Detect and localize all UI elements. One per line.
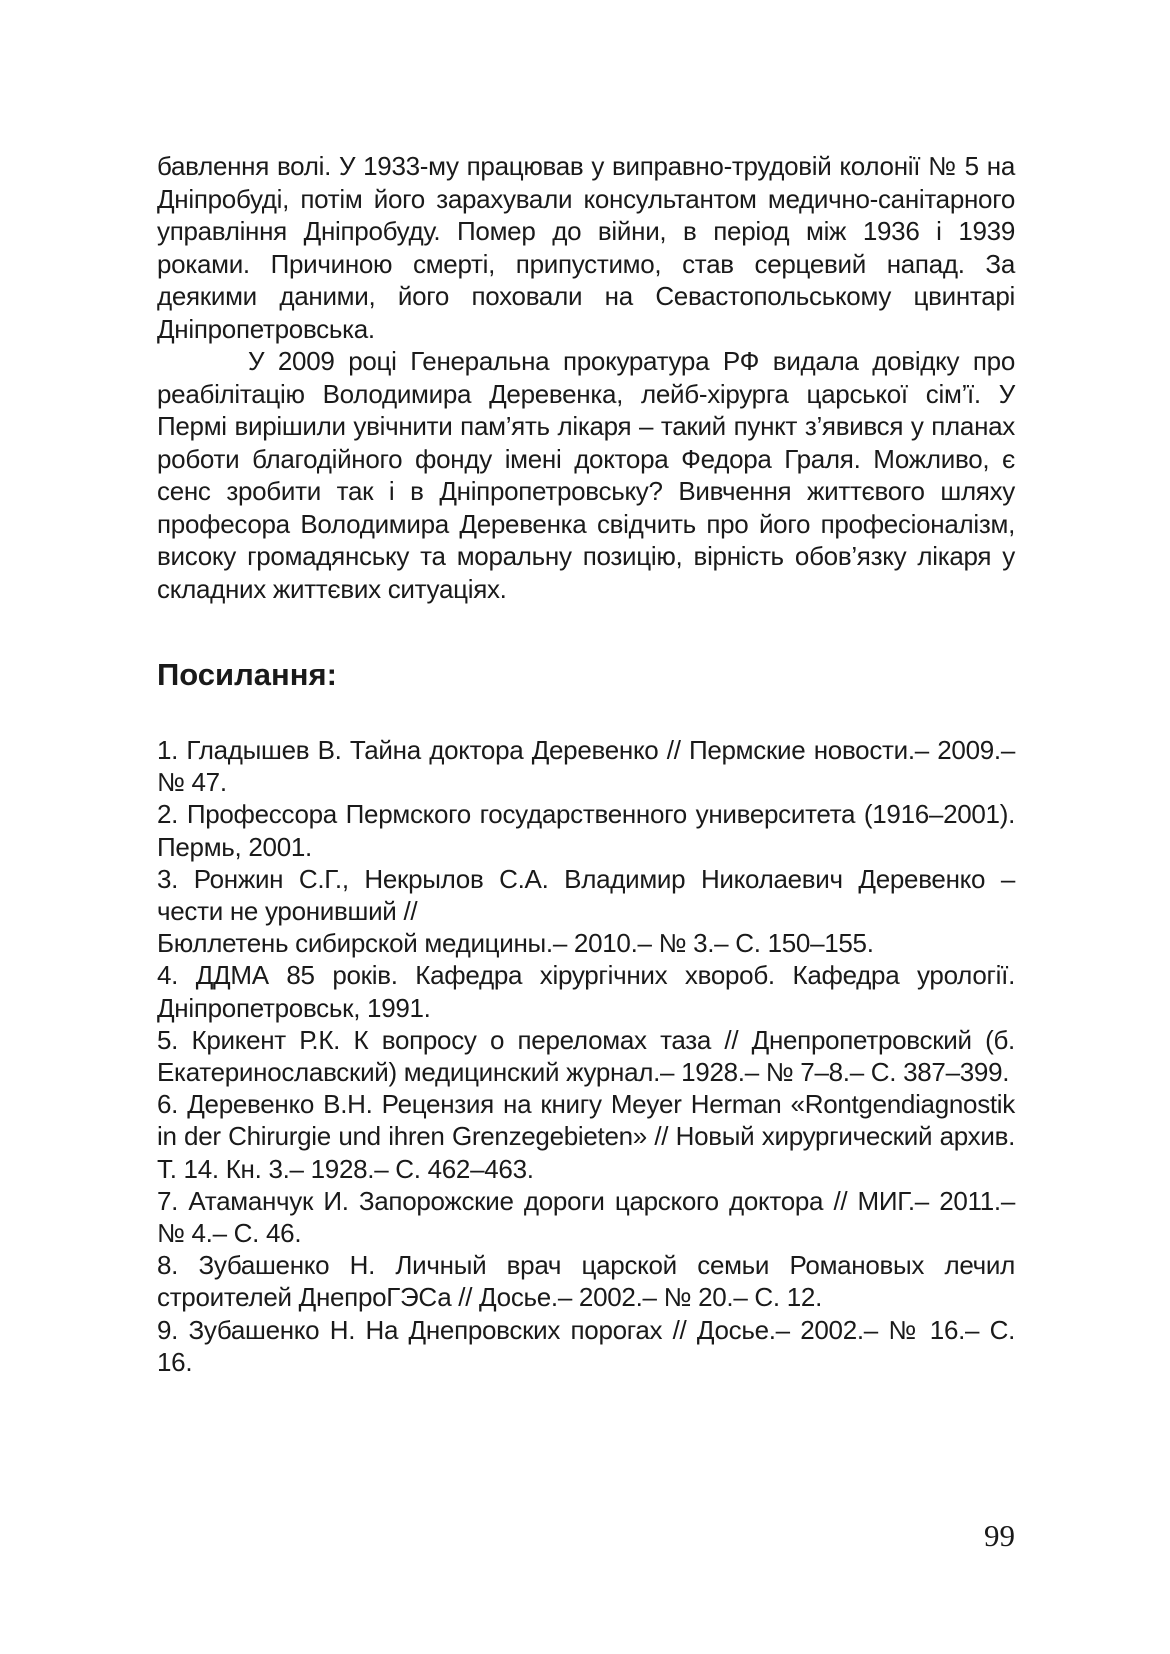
paragraph: бавлення волі. У 1933-му працював у виправно-трудовій колонії № 5 на Дніпробуді, потім його зарахували консультантом медично-санітарного управління Дніпробуду. Помер до війни, в період між 1936 і 1939 роками. Причиною смерті, припустимо, став серцевий напад. За деякими даними, його поховали на Севастопольському цвинтарі Дніпропетровська. [157, 151, 1015, 344]
reference-item: 7. Атаманчук И. Запорожские дороги царского доктора // МИГ.– 2011.– № 4.– С. 46. [157, 1185, 1015, 1249]
references-heading: Посилання: [157, 657, 337, 692]
reference-item: 3. Ронжин С.Г., Некрылов С.А. Владимир Николаевич Деревенко – чести не уронивший // [157, 863, 1015, 927]
reference-item: 1. Гладышев В. Тайна доктора Деревенко // Пермские новости.– 2009.– № 47. [157, 735, 1015, 798]
reference-item: 9. Зубашенко Н. На Днепровских порогах // Досье.– 2002.– № 16.– С. 16. [157, 1314, 1015, 1377]
reference-item: 6. Деревенко В.Н. Рецензия на книгу Meyer Herman «Rontgendiagnostik in der Chirurgie und ihren Grenzegebieten» // Новый хирургический архив. Т. 14. Кн. 3.– 1928.– С. 462–463. [157, 1089, 1015, 1184]
page-content [157, 150, 1015, 1378]
reference-item: 2. Профессора Пермского государственного университета (1916–2001). Пермь, 2001. [157, 799, 1015, 862]
page-number: 99 [984, 1518, 1015, 1553]
paragraph: У 2009 році Генеральна прокуратура РФ видала довідку про реабілітацію Володимира Деревенка, лейб-хірурга царської сім’ї. У Пермі вирішили увічнити пам’ять лікаря – такий пункт з’явився у планах роботи благодійного фонду імені доктора Федора Граля. Можливо, є сенс зробити так і в Дніпропетровську? Вивчення життєвого шляху професора Володимира Деревенка свідчить про його професіоналізм, високу громадянську та моральну позицію, вірність обов’язку лікаря у складних життєвих ситуаціях. [157, 346, 1015, 604]
reference-item: 5. Крикент Р.К. К вопросу о переломах таза // Днепропетровский (б. Екатеринославский) медицинский журнал.– 1928.– № 7–8.– С. 387–399. [157, 1024, 1015, 1088]
body-text [157, 150, 1015, 605]
reference-item: 8. Зубашенко Н. Личный врач царской семьи Романовых лечил строителей ДнепроГЭСа // Досье.– 2002.– № 20.– С. 12. [157, 1250, 1015, 1313]
reference-item: Бюллетень сибирской медицины.– 2010.– № 3.– С. 150–155. [157, 928, 874, 959]
references-list [157, 734, 1015, 1378]
reference-item: 4. ДДМА 85 років. Кафедра хірургічних хвороб. Кафедра урології. Дніпропетровськ, 1991. [157, 960, 1015, 1023]
